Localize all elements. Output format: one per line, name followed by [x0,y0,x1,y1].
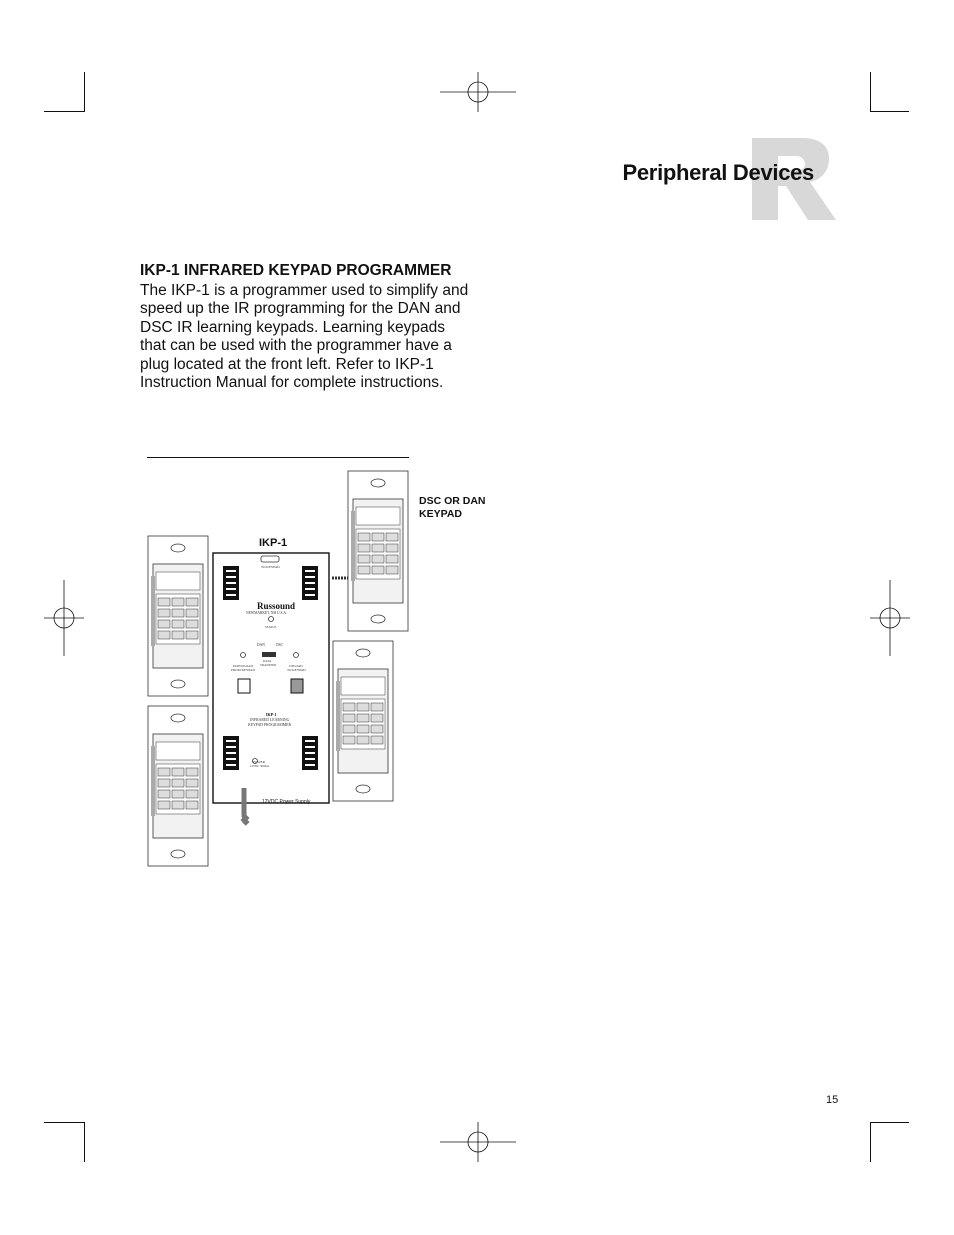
upload-label-sub: TO KEYPAD [287,668,306,672]
learning-keypad-right-bottom [333,641,393,801]
keypad-callout [419,495,499,521]
registration-mark [440,72,516,112]
learning-keypad-left-bottom [148,706,208,866]
dsc-label: DSC [276,643,283,647]
registration-mark [870,580,910,656]
status-label: STATUS [265,625,277,629]
port-icon [302,736,318,770]
crop-mark [84,1122,85,1162]
keypad-callout-line2: KEYPAD [419,508,462,520]
product-desc-2: KEYPAD PROGRAMMER [248,723,292,727]
section-heading: IKP-1 INFRARED KEYPAD PROGRAMMER [140,262,452,279]
ikp1-callout: IKP-1 [259,537,288,549]
keypad-callout-line1: DSC OR DAN [419,495,486,507]
crop-mark [870,1122,871,1162]
port-icon [223,736,239,770]
power-label: POWER [253,760,265,764]
ikp1-connection-diagram [140,466,410,876]
port-icon [302,566,318,600]
section-body: The IKP-1 is a programmer used to simplify and speed up the IR programming for the DAN and DSC IR learning keypads. Learning keypads that can be used with the programmer have a plug located at the front left. Refer to IKP-1 Instruction Manual for complete instructions. [140,282,469,392]
product-desc-1: INFRARED LEARNING [250,718,290,722]
crop-mark [871,111,909,112]
crop-mark [870,72,871,112]
mode-label: DATA [263,659,272,663]
registration-mark [44,580,84,656]
section-rule [147,457,409,458]
page-title: Peripheral Devices [622,160,814,185]
product-name: IKP-1 [266,712,277,717]
crop-mark [44,1122,84,1123]
download-label-sub: FROM KEYPAD [231,668,255,672]
page-number: 15 [826,1094,839,1106]
learning-keypad-left-top [148,536,208,696]
mode-label-sub: TRANSFER [260,663,277,667]
power-supply-label: 12VDC Power Supply [262,799,311,805]
download-label: DOWNLOAD [233,664,253,668]
registration-mark [440,1122,516,1162]
crop-mark [871,1122,909,1123]
port-icon [223,566,239,600]
device-location: NEWMARKET, NH U.S.A. [246,611,287,615]
top-port-label: TO KEYPAD [261,565,280,569]
power-spec: 12VDC 500mA [250,764,270,768]
crop-mark [44,111,84,112]
learning-keypad-right-top [348,471,408,631]
dan-label: DAN [257,643,265,647]
upload-label: UPLOAD [289,664,303,668]
device-brand: Russound [257,601,296,611]
crop-mark [84,72,85,112]
